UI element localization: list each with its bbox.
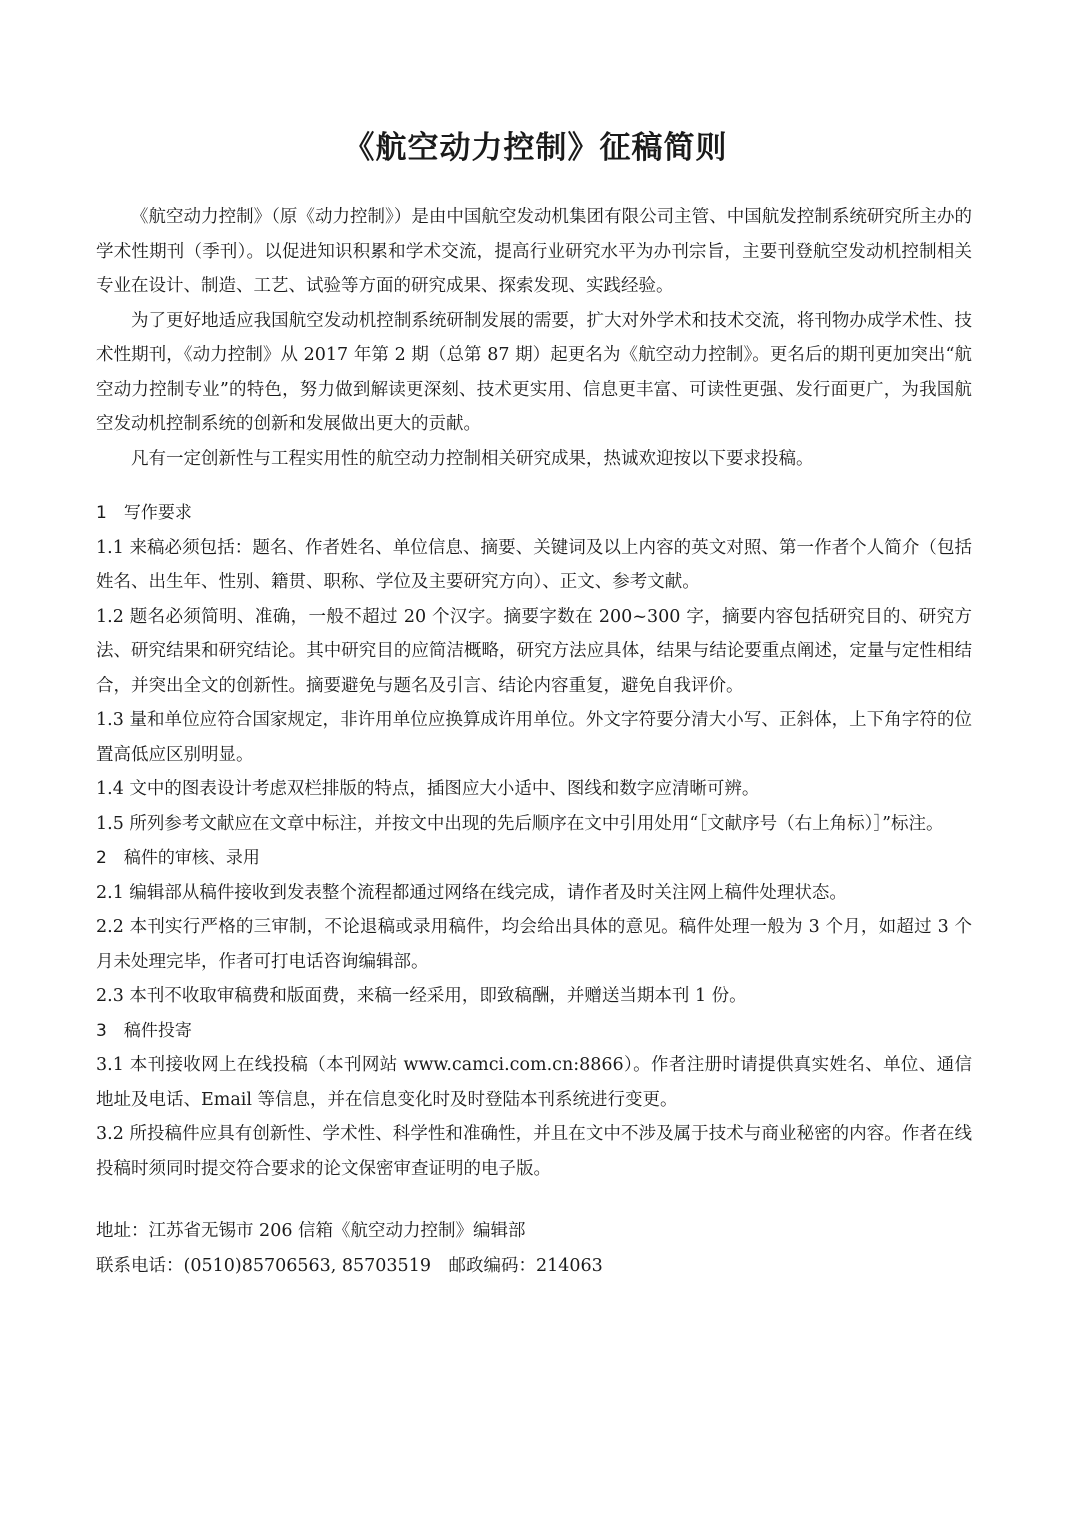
section-item-1-5: 1.5 所列参考文献应在文章中标注，并按文中出现的先后顺序在文中引用处用“［文献序号（右上角标）］”标注。: [96, 813, 944, 834]
section-item-2-1: 2.1 编辑部从稿件接收到发表整个流程都通过网络在线完成，请作者及时关注网上稿件处理状态。: [96, 882, 847, 903]
section-heading-writing-requirements: 1 写作要求: [96, 503, 192, 523]
contact-line: 联系电话：(0510)85706563, 85703519 邮政编码：214063: [96, 1255, 603, 1276]
section-item-1-3: 1.3 量和单位应符合国家规定，非许用单位应换算成许用单位。外文字符要分清大小写、正斜体，上下角字符的位置高低应区别明显。: [96, 710, 972, 765]
section-heading-submission: 3 稿件投寄: [96, 1020, 192, 1041]
address-line: 地址：江苏省无锡市 206 信箱《航空动力控制》编辑部: [96, 1221, 526, 1241]
section-item-3-2: 3.2 所投稿件应具有创新性、学术性、科学性和准确性，并且在文中不涉及属于技术与商业秘密的内容。作者在线投稿时须同时提交符合要求的论文保密审查证明的电子版。: [96, 1124, 972, 1179]
contact-footer: [96, 1214, 972, 1283]
section-item-1-1: 1.1 来稿必须包括：题名、作者姓名、单位信息、摘要、关键词及以上内容的英文对照、第一作者个人简介（包括姓名、出生年、性别、籍贯、职称、学位及主要研究方向）、正文、参考文献。: [96, 537, 972, 592]
section-heading-review: 2 稿件的审核、录用: [96, 848, 260, 868]
intro-paragraph-1: 《航空动力控制》（原《动力控制》）是由中国航空发动机集团有限公司主管、中国航发控制系统研究所主办的学术性期刊（季刊）。以促进知识积累和学术交流，提高行业研究水平为办刊宗旨，主要刊登航空发动机控制相关专业在设计、制造、工艺、试验等方面的研究成果、探索发现、实践经验。: [96, 207, 972, 296]
document-body: [96, 200, 972, 1283]
spacer: [96, 1186, 972, 1214]
section-item-3-1: 3.1 本刊接收网上在线投稿（本刊网站 www.camci.com.cn:8866）。作者注册时请提供真实姓名、单位、通信地址及电话、Email 等信息，并在信息变化时及时登陆本刊系统进行变更。: [96, 1055, 972, 1110]
page-title: 《航空动力控制》征稿简则: [343, 130, 728, 166]
intro-paragraph-2: 为了更好地适应我国航空发动机控制系统研制发展的需要，扩大对外学术和技术交流，将刊物办成学术性、技术性期刊，《动力控制》从 2017 年第 2 期（总第 87 期）起更名为《航空动力控制》。更名后的期刊更加突出“航空动力控制专业”的特色，努力做到解读更深刻、技术更实用、信息更丰富、可读性更强、发行面更广，为我国航空发动机控制系统的创新和发展做出更大的贡献。: [96, 310, 972, 434]
section-item-2-2: 2.2 本刊实行严格的三审制，不论退稿或录用稿件，均会给出具体的意见。稿件处理一般为 3 个月，如超过 3 个月未处理完毕，作者可打电话咨询编辑部。: [96, 917, 972, 972]
section-item-2-3: 2.3 本刊不收取审稿费和版面费，来稿一经采用，即致稿酬，并赠送当期本刊 1 份。: [96, 986, 747, 1006]
intro-paragraph-3: 凡有一定创新性与工程实用性的航空动力控制相关研究成果，热诚欢迎按以下要求投稿。: [131, 448, 814, 469]
section-item-1-2: 1.2 题名必须简明、准确，一般不超过 20 个汉字。摘要字数在 200~300 字，摘要内容包括研究目的、研究方法、研究结果和研究结论。其中研究目的应简洁概略，研究方法应具体，结果与结论要重点阐述，定量与定性相结合，并突出全文的创新性。摘要避免与题名及引言、结论内容重复，避免自我评价。: [96, 606, 972, 696]
spacer: [96, 476, 972, 496]
section-item-1-4: 1.4 文中的图表设计考虑双栏排版的特点，插图应大小适中、图线和数字应清晰可辨。: [96, 779, 760, 799]
